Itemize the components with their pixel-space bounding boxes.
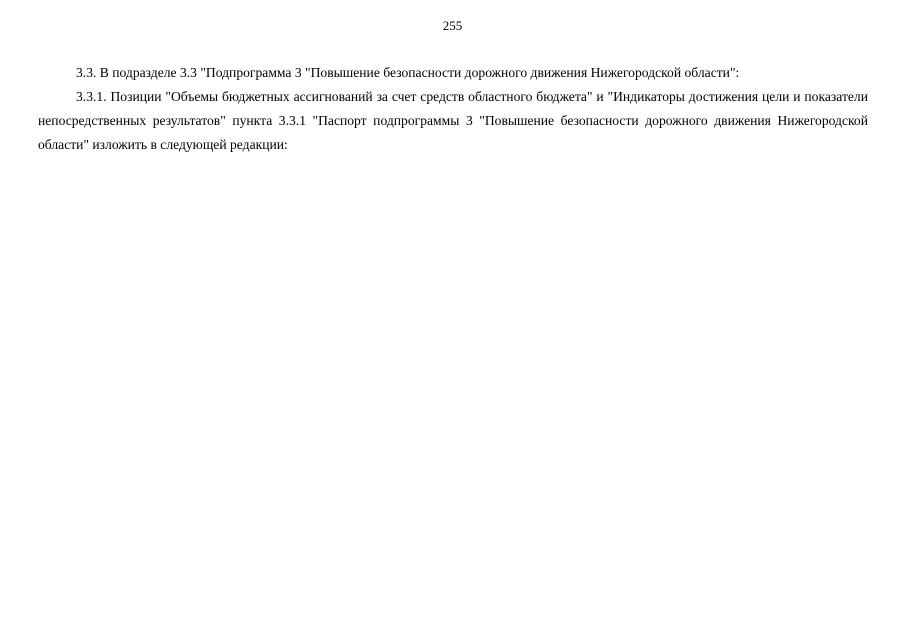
paragraph-3-3-1: 3.3.1. Позиции "Объемы бюджетных ассигнований за счет средств областного бюджета" и "Индикаторы достижения цели и показатели непосредственных результатов" пункта 3.3.1 "Паспорт подпрограммы 3 "Повышение безопасности дорожного движения Нижегородской области" изложить в следующей редакции: — [38, 89, 868, 152]
document-body — [38, 61, 868, 157]
paragraph-3-3: 3.3. В подразделе 3.3 "Подпрограмма 3 "Повышение безопасности дорожного движения Нижегородской области": — [76, 65, 740, 80]
page-number: 255 — [442, 18, 463, 33]
